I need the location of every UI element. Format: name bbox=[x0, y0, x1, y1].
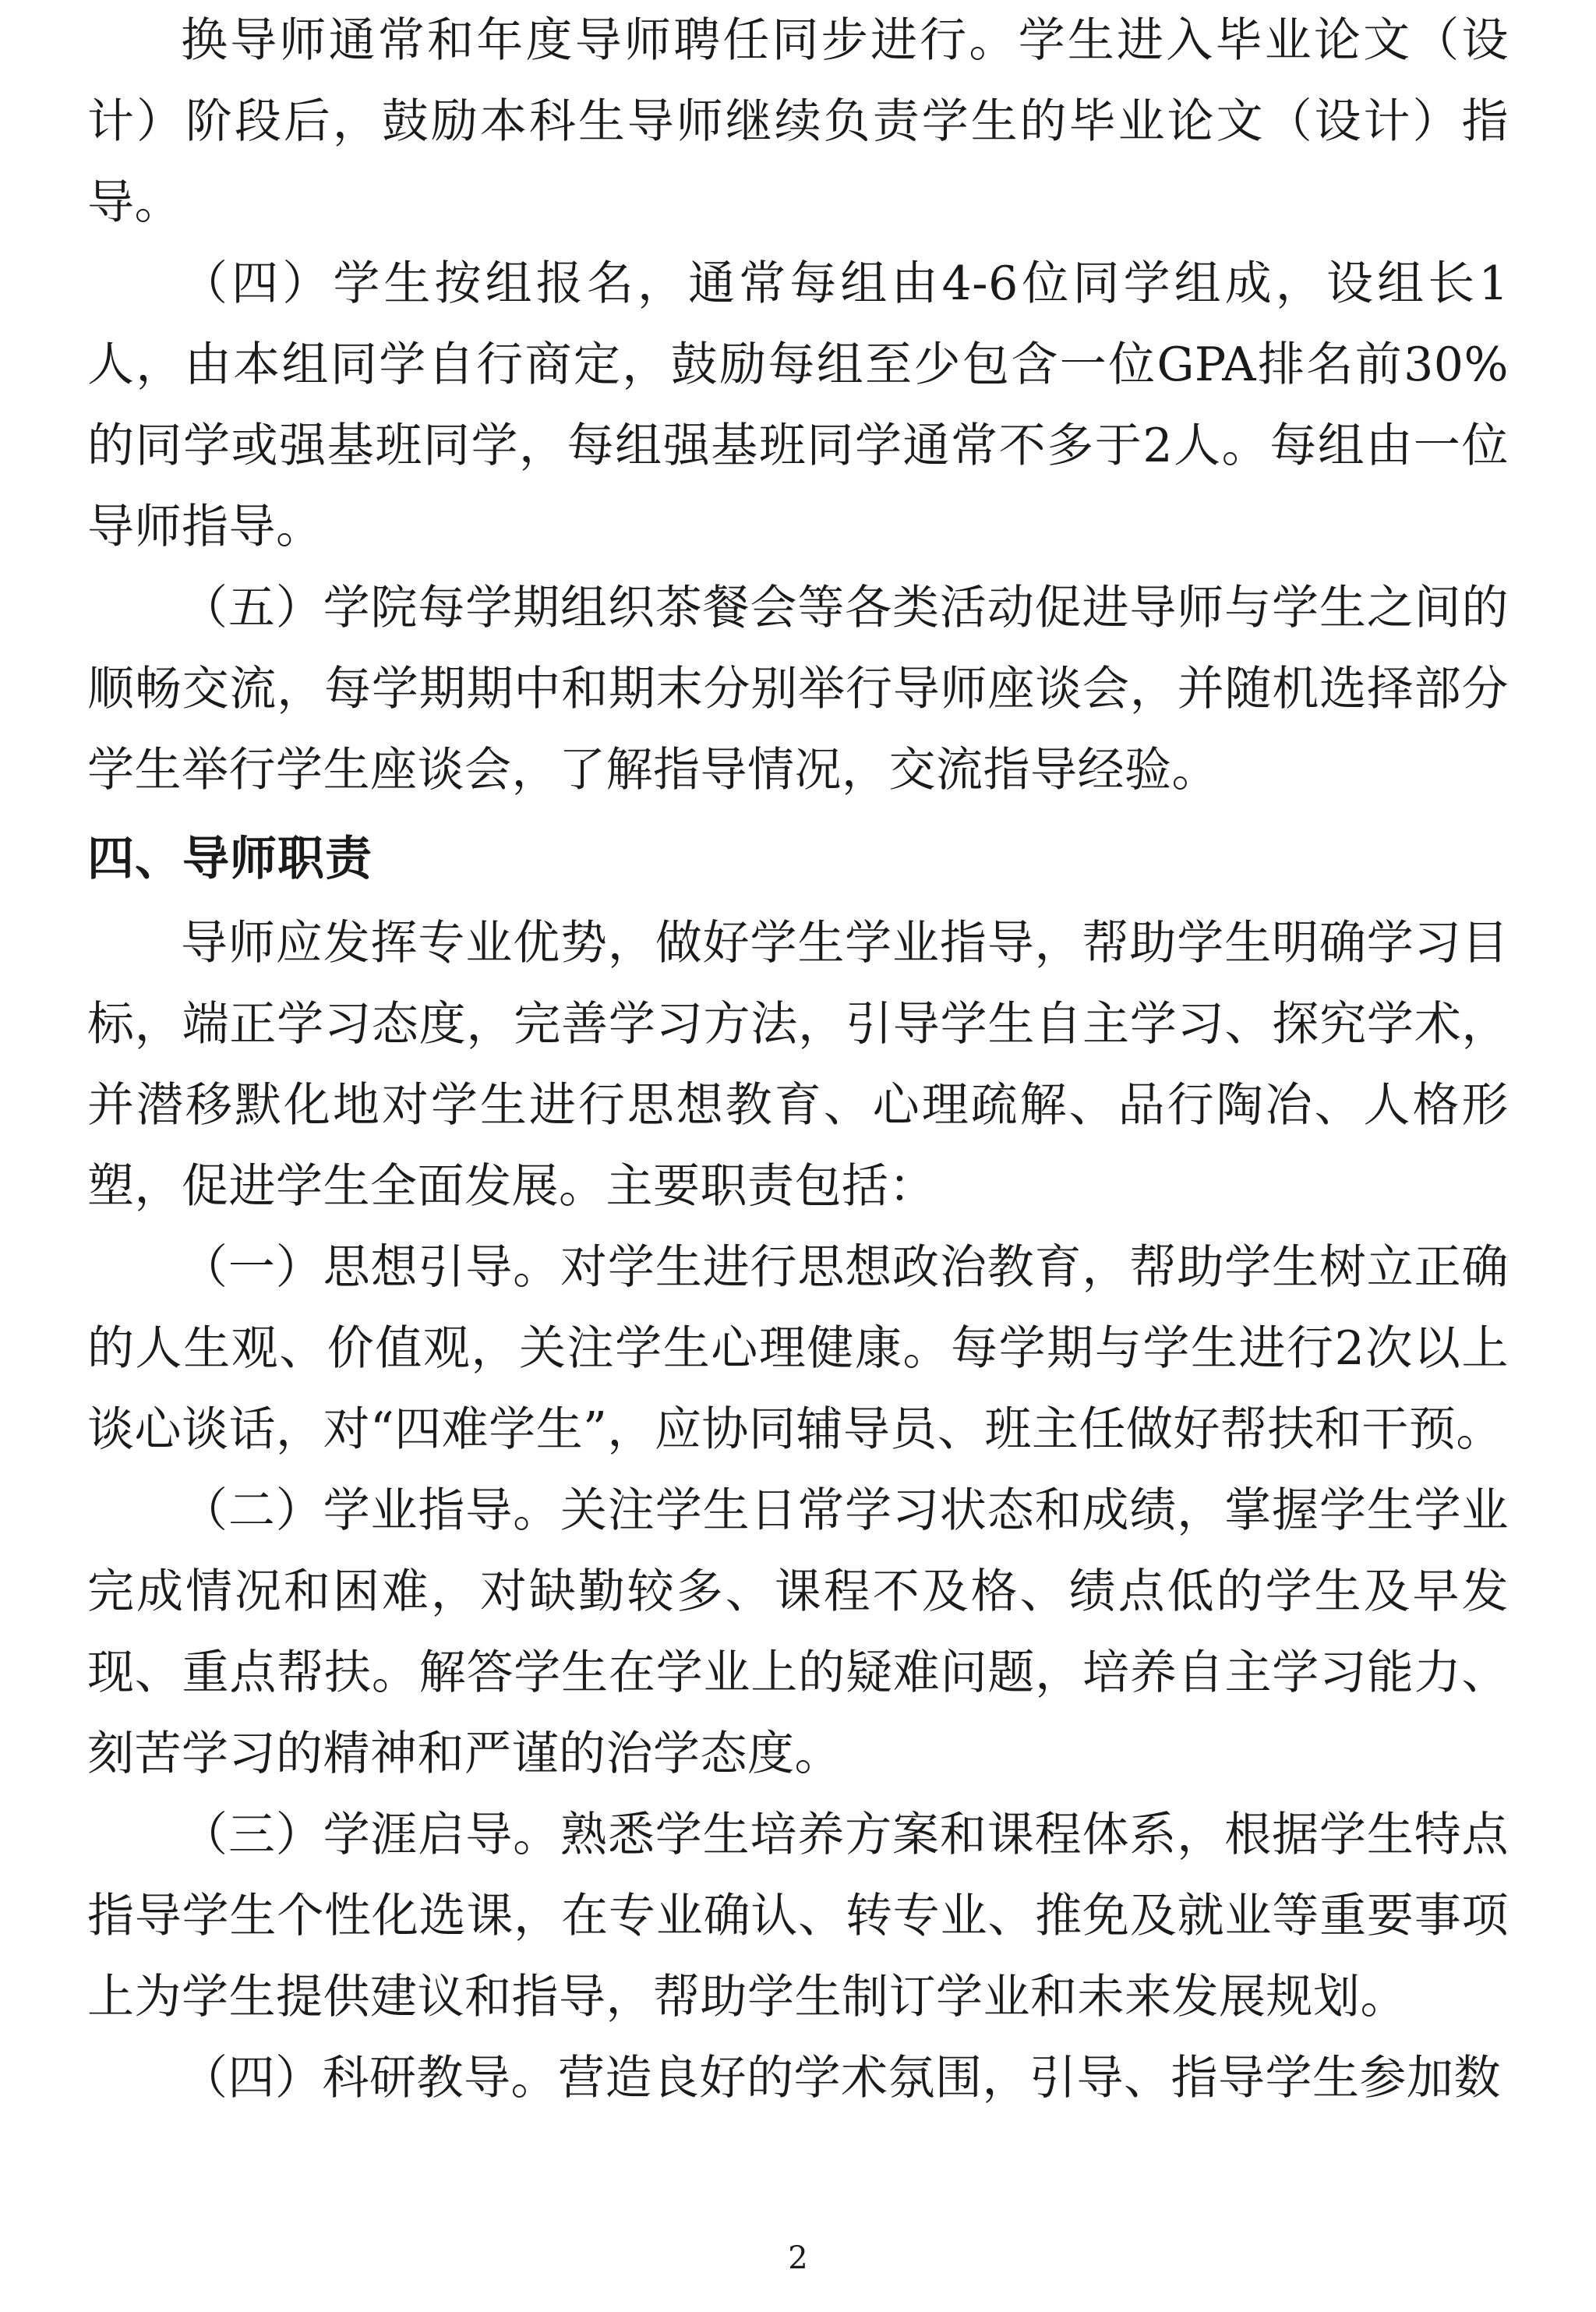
paragraph-duty-2-academic: （二）学业指导。关注学生日常学习状态和成绩，掌握学生学业完成情况和困难，对缺勤较多、课程不及格、绩点低的学生及早发现、重点帮扶。解答学生在学业上的疑难问题，培养自主学习能力、刻苦学习的精神和严谨的治学态度。 bbox=[87, 1483, 1509, 1781]
section-heading-duties: 四、导师职责 bbox=[87, 832, 373, 886]
page-number: 2 bbox=[788, 2240, 808, 2276]
paragraph-item-4-grouping: （四）学生按组报名，通常每组由4-6位同学组成，设组长1人，由本组同学自行商定，鼓励每组至少包含一位GPA排名前30%的同学或强基班同学，每组强基班同学通常不多于2人。每组由一位导师指导。 bbox=[87, 256, 1509, 554]
paragraph-continued: 换导师通常和年度导师聘任同步进行。学生进入毕业论文（设计）阶段后，鼓励本科生导师继续负责学生的毕业论文（设计）指导。 bbox=[87, 13, 1509, 230]
paragraph-duty-4-research: （四）科研教导。营造良好的学术氛围，引导、指导学生参加数 bbox=[181, 2051, 1501, 2105]
paragraph-duty-1-ideology: （一）思想引导。对学生进行思想政治教育，帮助学生树立正确的人生观、价值观，关注学生心理健康。每学期与学生进行2次以上谈心谈话，对“四难学生”，应协同辅导员、班主任做好帮扶和干预。 bbox=[87, 1240, 1509, 1457]
paragraph-item-5-activities: （五）学院每学期组织茶餐会等各类活动促进导师与学生之间的顺畅交流，每学期期中和期末分别举行导师座谈会，并随机选择部分学生举行学生座谈会，了解指导情况，交流指导经验。 bbox=[87, 581, 1509, 797]
paragraph-duty-3-career: （三）学涯启导。熟悉学生培养方案和课程体系，根据学生特点指导学生个性化选课，在专业确认、转专业、推免及就业等重要事项上为学生提供建议和指导，帮助学生制订学业和未来发展规划。 bbox=[87, 1808, 1509, 2024]
paragraph-duties-intro: 导师应发挥专业优势，做好学生学业指导，帮助学生明确学习目标，端正学习态度，完善学习方法，引导学生自主学习、探究学术，并潜移默化地对学生进行思想教育、心理疏解、品行陶冶、人格形塑，促进学生全面发展。主要职责包括： bbox=[87, 916, 1509, 1214]
document-body bbox=[87, 0, 1509, 2119]
